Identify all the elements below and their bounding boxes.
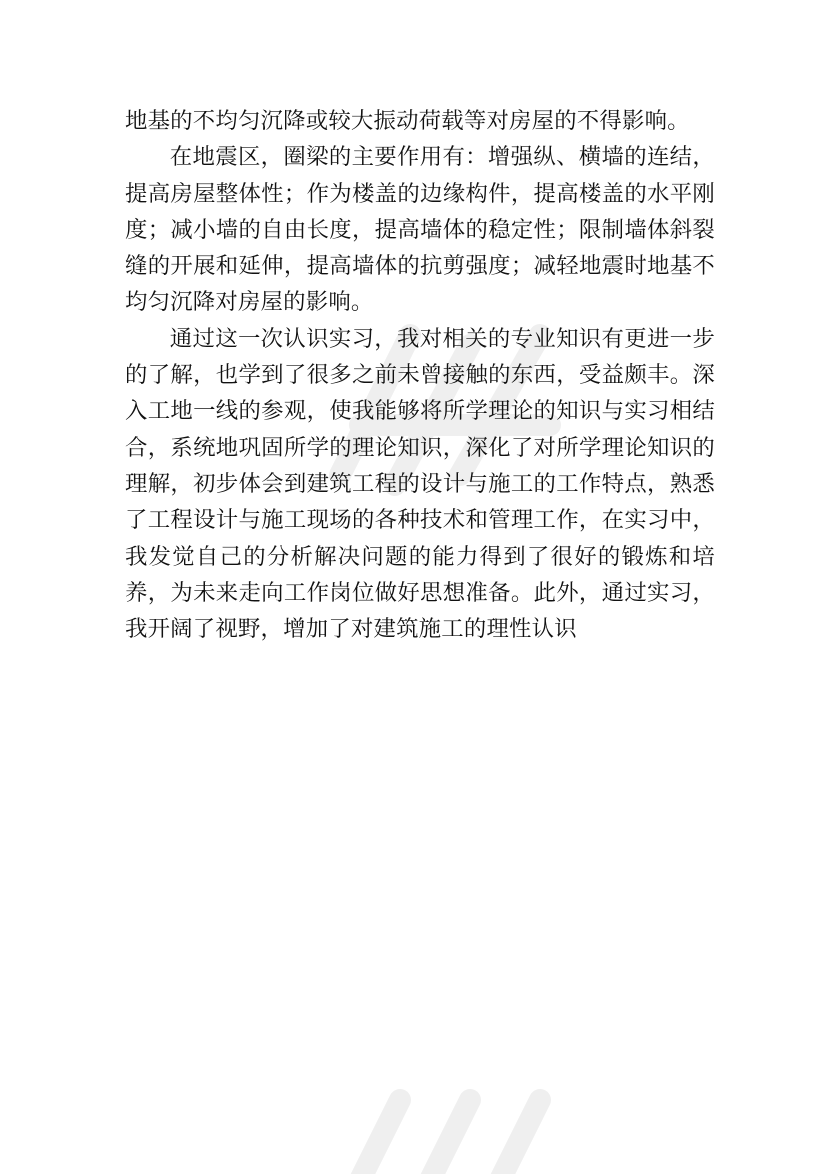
watermark-logo-icon xyxy=(300,1060,600,1174)
paragraph-1: 地基的不均匀沉降或较大振动荷载等对房屋的不得影响。 xyxy=(125,108,690,134)
paragraph-2: 在地震区，圈梁的主要作用有：增强纵、横墙的连结，提高房屋整体性；作为楼盖的边缘构件，提高楼盖的水平刚度；减小墙的自由长度，提高墙体的稳定性；限制墙体斜裂缝的开展和延伸，提高墙体的抗剪强度；减轻地震时地基不均匀沉降对房屋的影响。 xyxy=(125,144,715,316)
document-body xyxy=(125,103,715,647)
paragraph-3: 通过这一次认识实习，我对相关的专业知识有更进一步的了解，也学到了很多之前未曾接触的东西，受益颇丰。深入工地一线的参观，使我能够将所学理论的知识与实习相结合，系统地巩固所学的理论知识，深化了对所学理论知识的理解，初步体会到建筑工程的设计与施工的工作特点，熟悉了工程设计与施工现场的各种技术和管理工作，在实习中，我发觉自己的分析解决问题的能力得到了很好的锻炼和培养，为未来走向工作岗位做好思想准备。此外，通过实习，我开阔了视野，增加了对建筑施工的理性认识 xyxy=(125,325,715,643)
